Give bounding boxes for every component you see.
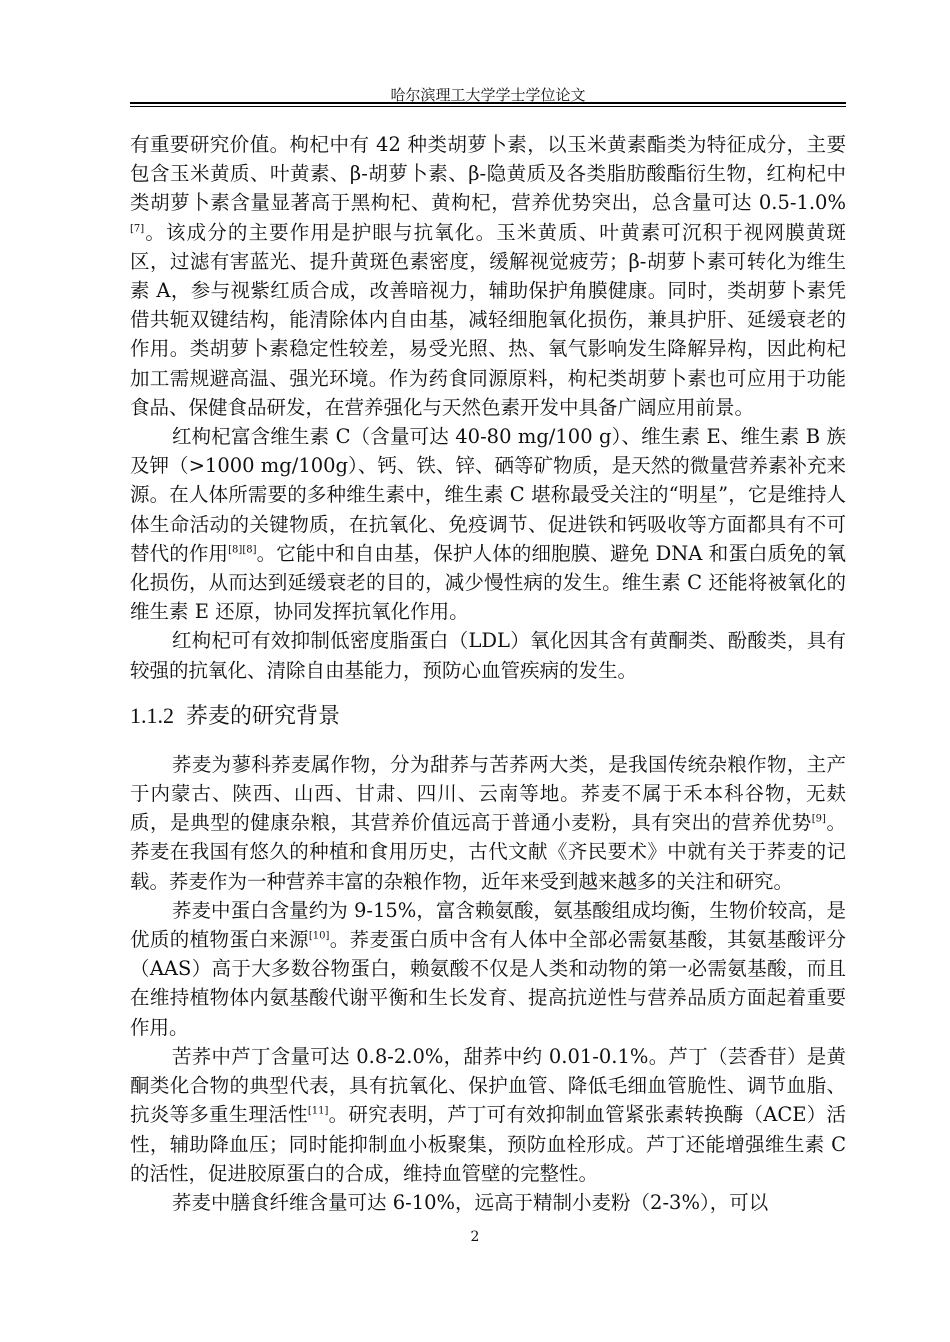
section-number: 1.1.2 <box>130 702 174 728</box>
paragraph-buckwheat-intro: 荞麦为蓼科荞麦属作物，分为甜荞与苦荞两大类，是我国传统杂粮作物，主产于内蒙古、陕西、山西、甘肃、四川、云南等地。荞麦不属于禾本科谷物，无麸质，是典型的健康杂粮，其营养价值远高于普通小麦粉，具有突出的营养优势[9]。荞麦在我国有悠久的种植和食用历史，古代文献《齐民要术》中就有关于荞麦的记载。荞麦作为一种营养丰富的杂粮作物，近年来受到越来越多的关注和研究。 <box>130 752 846 893</box>
citation-superscript: [10] <box>308 930 330 942</box>
section-title: 荞麦的研究背景 <box>186 703 341 729</box>
citation-superscript: [8][8] <box>228 544 257 556</box>
paragraph-ldl: 红枸杞可有效抑制低密度脂蛋白（LDL）氧化因其含有黄酮类、酚酸类，具有较强的抗氧化、清除自由基能力，预防心血管疾病的发生。 <box>130 629 846 682</box>
running-header: 哈尔滨理工大学学士学位论文 <box>390 86 586 104</box>
citation-superscript: [9] <box>811 813 826 825</box>
paragraph-vitamins: 红枸杞富含维生素 C（含量可达 40-80 mg/100 g）、维生素 E、维生素 B 族及钾（>1000 mg/100g）、钙、铁、锌、硒等矿物质，是天然的微量营养素补充来源。在人体所需要的多种维生素中，维生素 C 堪称最受关注的“明星”，它是维持人体生命活动的关键物质，在抗氧化、免疫调节、促进铁和钙吸收等方面都具有不可替代的作用[8][8]。它能中和自由基，保护人体的细胞膜、避免 DNA 和蛋白质免的氧化损伤，从而达到延缓衰老的目的，减少慢性病的发生。维生素 C 还能将被氧化的维生素 E 还原，协同发挥抗氧化作用。 <box>130 425 846 624</box>
paragraph-rutin: 苦荞中芦丁含量可达 0.8-2.0%，甜荞中约 0.01-0.1%。芦丁（芸香苷）是黄酮类化合物的典型代表，具有抗氧化、保护血管、降低毛细血管脆性、调节血脂、抗炎等多重生理活性[11]。研究表明，芦丁可有效抑制血管紧张素转换酶（ACE）活性，辅助降血压；同时能抑制血小板聚集，预防血栓形成。芦丁还能增强维生素 C 的活性，促进胶原蛋白的合成，维持血管壁的完整性。 <box>130 1044 846 1185</box>
body-content <box>130 130 846 1217</box>
header-rule <box>130 102 846 104</box>
citation-superscript: [11] <box>307 1105 329 1117</box>
section-heading <box>130 701 846 732</box>
citation-superscript: [7] <box>130 223 145 235</box>
paragraph-buckwheat-protein: 荞麦中蛋白含量约为 9-15%，富含赖氨酸，氨基酸组成均衡，生物价较高，是优质的植物蛋白来源[10]。荞麦蛋白质中含有人体中全部必需氨基酸，其氨基酸评分（AAS）高于大多数谷物蛋白，赖氨酸不仅是人类和动物的第一必需氨基酸，而且在维持植物体内氨基酸代谢平衡和生长发育、提高抗逆性与营养品质方面起着重要作用。 <box>130 898 846 1039</box>
header-rule-thin <box>130 106 846 107</box>
paragraph-carotenoids: 有重要研究价值。枸杞中有 42 种类胡萝卜素，以玉米黄素酯类为特征成分，主要包含玉米黄质、叶黄素、β-胡萝卜素、β-隐黄质及各类脂肪酸酯衍生物，红枸杞中类胡萝卜素含量显著高于黑枸杞、黄枸杞，营养优势突出，总含量可达 0.5-1.0%[7]。该成分的主要作用是护眼与抗氧化。玉米黄质、叶黄素可沉积于视网膜黄斑区，过滤有害蓝光、提升黄斑色素密度，缓解视觉疲劳；β-胡萝卜素可转化为维生素 A，参与视紫红质合成，改善暗视力，辅助保护角膜健康。同时，类胡萝卜素凭借共轭双键结构，能清除体内自由基，减轻细胞氧化损伤，兼具护肝、延缓衰老的作用。类胡萝卜素稳定性较差，易受光照、热、氧气影响发生降解异构，因此枸杞加工需规避高温、强光环境。作为药食同源原料，枸杞类胡萝卜素也可应用于功能食品、保健食品研发，在营养强化与天然色素开发中具备广阔应用前景。 <box>130 133 846 419</box>
paragraph-dietary-fiber: 荞麦中膳食纤维含量可达 6-10%，远高于精制小麦粉（2-3%），可以 <box>172 1190 769 1214</box>
page-number: 2 <box>470 1229 480 1245</box>
